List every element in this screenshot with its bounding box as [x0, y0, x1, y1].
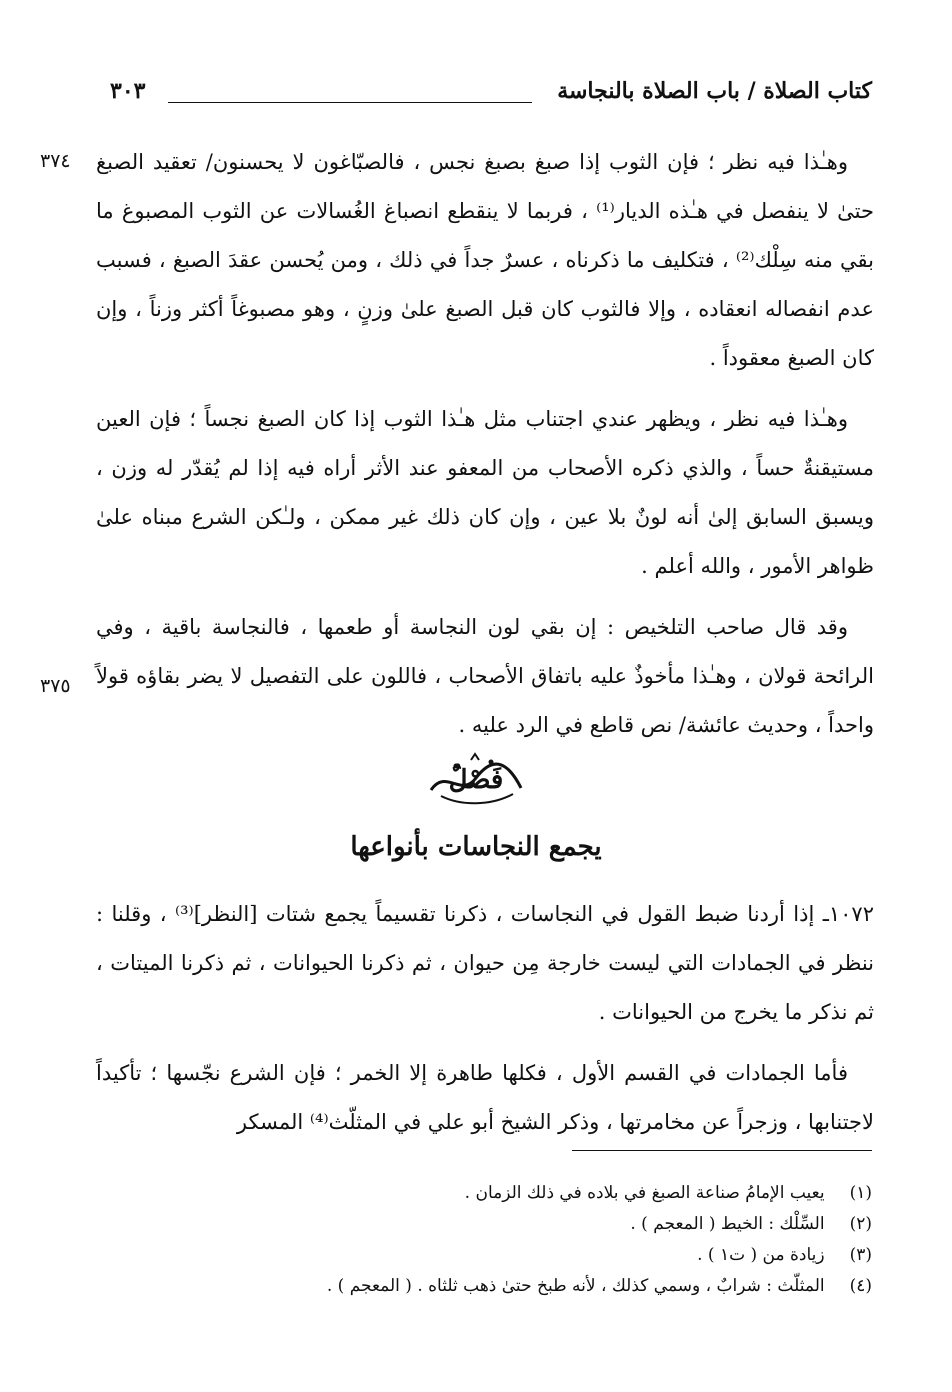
paragraph: وهـٰذا فيه نظر ؛ فإن الثوب إذا صبغ بصبغ نجس ، فالصبّاغون لا يحسنون/ تعقيد الصبغ حتىٰ لا ينفصل في هـٰذه الديار⁽¹⁾ ، فربما لا ينقطع انصباغ الغُسالات عن الثوب المصبوغ ما بقي منه سِلْك⁽²⁾ ، فتكليف ما ذكرناه ، عسرٌ جداً في ذلك ، ومن يُحسن عقدَ الصبغ ، فسبب عدم انفصاله انعقاده ، وإلا فالثوب كان قبل الصبغ علىٰ وزنٍ ، وهو مصبوغاً أكثر وزناً ، وإن كان الصبغ معقوداً .: [96, 150, 874, 370]
footnote-number: (٤): [849, 1276, 872, 1296]
footnote: [72, 1209, 872, 1240]
page-number: ٣٠٣: [110, 78, 146, 104]
running-header: [110, 78, 872, 114]
footnote-rule: [572, 1150, 872, 1151]
fasl-ornament: [0, 748, 952, 812]
main-text: [96, 138, 874, 762]
footnote-text: المثلّث : شرابٌ ، وسمي كذلك ، لأنه طبخ حتىٰ ذهب ثلثاه . ( المعجم ) .: [326, 1276, 825, 1296]
footnote-text: السِّلْك : الخيط ( المعجم ) .: [630, 1214, 825, 1234]
footnote: [72, 1240, 872, 1271]
main-text-continued: [96, 890, 874, 1159]
margin-folio-number: ٣٧٤: [40, 150, 71, 172]
paragraph: ١٠٧٢ـ إذا أردنا ضبط القول في النجاسات ، ذكرنا تقسيماً يجمع شتات [النظر]⁽³⁾ ، وقلنا : ننظر في الجمادات التي ليست خارجة مِن حيوان ، ثم ذكرنا الحيوانات ، ثم ذكرنا الميتات ، ثم نذكر ما يخرج من الحيوانات .: [96, 902, 874, 1024]
paragraph: وهـٰذا فيه نظر ، ويظهر عندي اجتناب مثل هـٰذا الثوب إذا كان الصبغ نجساً ؛ فإن العين مستيقنةٌ حساً ، والذي ذكره الأصحاب من المعفو عند الأثر أراه فيه إذا لم يُقدّر له وزن ، ويسبق السابق إلىٰ أنه لونٌ بلا عين ، وإن كان ذلك غير ممكن ، ولـٰكن الشرع مبناه علىٰ ظواهر الأمور ، والله أعلم .: [96, 407, 874, 578]
header-title: كتاب الصلاة / باب الصلاة بالنجاسة: [557, 78, 872, 104]
ornament-text: فَصْلٌ: [448, 765, 504, 795]
paragraph: وقد قال صاحب التلخيص : إن بقي لون النجاسة أو طعمها ، فالنجاسة باقية ، وفي الرائحة قولان ، وهـٰذا مأخوذٌ عليه باتفاق الأصحاب ، فاللون على التفصيل لا يضر بقاؤه قولاً واحداً ، وحديث عائشة/ نص قاطع في الرد عليه .: [96, 615, 874, 737]
margin-folio-number: ٣٧٥: [40, 675, 71, 697]
footnotes: [72, 1178, 872, 1302]
section-heading: يجمع النجاسات بأنواعها: [350, 832, 602, 862]
footnote: [72, 1178, 872, 1209]
footnote: [72, 1271, 872, 1302]
footnote-text: يعيب الإمامُ صناعة الصبغ في بلاده في ذلك الزمان .: [464, 1183, 825, 1203]
footnote-number: (٢): [849, 1214, 872, 1234]
fasl-calligraphy-icon: [421, 748, 531, 808]
header-rule: [168, 102, 532, 103]
footnote-number: (١): [849, 1183, 872, 1203]
footnote-text: زيادة من ( ت١ ) .: [697, 1245, 825, 1265]
footnote-number: (٣): [849, 1245, 872, 1265]
paragraph: فأما الجمادات في القسم الأول ، فكلها طاهرة إلا الخمر ؛ فإن الشرع نجّسها ؛ تأكيداً لاجتنابها ، وزجراً عن مخامرتها ، وذكر الشيخ أبو علي في المثلّث⁽⁴⁾ المسكر: [96, 1061, 874, 1134]
